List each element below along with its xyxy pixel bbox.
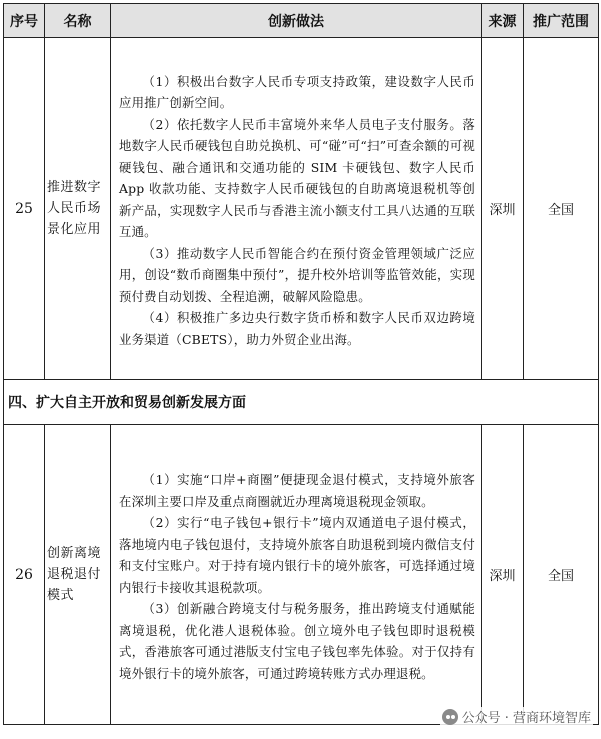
method-paragraph: （1）实施“口岸+商圈”便捷现金退付模式，支持境外旅客在深圳主要口岸及重点商圈就近办理离境退税现金领取。 [119, 472, 475, 509]
row-method [111, 38, 482, 380]
method-paragraph: （2）实行“电子钱包+银行卡”境内双通道电子退付模式，落地境内电子钱包退付，支持境外旅客自助退税到境内微信支付和支付宝账户。对于持有境内银行卡的境外旅客，可选择通过境内银行卡接收其退税款项。 [119, 515, 475, 595]
section-title: 四、扩大自主开放和贸易创新发展方面 [4, 380, 599, 425]
section-row [4, 380, 599, 425]
row-source: 深圳 [482, 425, 524, 725]
header-method: 创新做法 [111, 4, 482, 38]
header-name: 名称 [45, 4, 111, 38]
table-row [4, 38, 599, 380]
method-paragraph: （1）积极出台数字人民币专项支持政策，建设数字人民币应用推广创新空间。 [119, 73, 475, 111]
method-paragraph: （4）积极推广多边央行数字货币桥和数字人民币双边跨境业务渠道（CBETS），助力外贸企业出海。 [119, 310, 475, 347]
row-scope: 全国 [524, 38, 599, 380]
row-name: 创新离境退税退付模式 [45, 425, 111, 725]
wechat-icon [442, 709, 458, 725]
watermark-text: 公众号 · 营商环境智库 [461, 711, 591, 726]
row-method [111, 425, 482, 725]
row-no: 26 [4, 425, 45, 725]
method-paragraph: （3）创新融合跨境支付与税务服务，推出跨境支付通赋能离境退税，优化港人退税体验。创立境外电子钱包即时退税模式，香港旅客可通过港版支付宝电子钱包率先体验。对于仅持有境外银行卡的境外旅客，可通过跨境转账方式办理退税。 [119, 601, 475, 681]
method-paragraph: （2）依托数字人民币丰富境外来华人员电子支付服务。落地数字人民币硬钱包自助兑换机、可“碰”可“扫”可查余额的可视硬钱包、融合通讯和交通功能的 SIM 卡硬钱包、数字人民币 App 收款功能、支持数字人民币硬钱包的自助离境退税机等创新产品，实现数字人民币与香港主流小额支付工具八达通的互联互通。 [119, 116, 475, 240]
method-paragraph: （3）推动数字人民币智能合约在预付资金管理领域广泛应用，创设“数币商圈集中预付”，提升校外培训等监管效能，实现预付费自动划拨、全程追溯，破解风险隐患。 [119, 245, 475, 304]
row-no: 25 [4, 38, 45, 380]
table-header-row [4, 4, 599, 38]
header-scope: 推广范围 [524, 4, 599, 38]
row-source: 深圳 [482, 38, 524, 380]
header-source: 来源 [482, 4, 524, 38]
innovation-table [3, 3, 599, 725]
row-scope: 全国 [524, 425, 599, 725]
row-name: 推进数字人民币场景化应用 [45, 38, 111, 380]
table-row [4, 425, 599, 725]
watermark [440, 707, 593, 726]
header-no: 序号 [4, 4, 45, 38]
